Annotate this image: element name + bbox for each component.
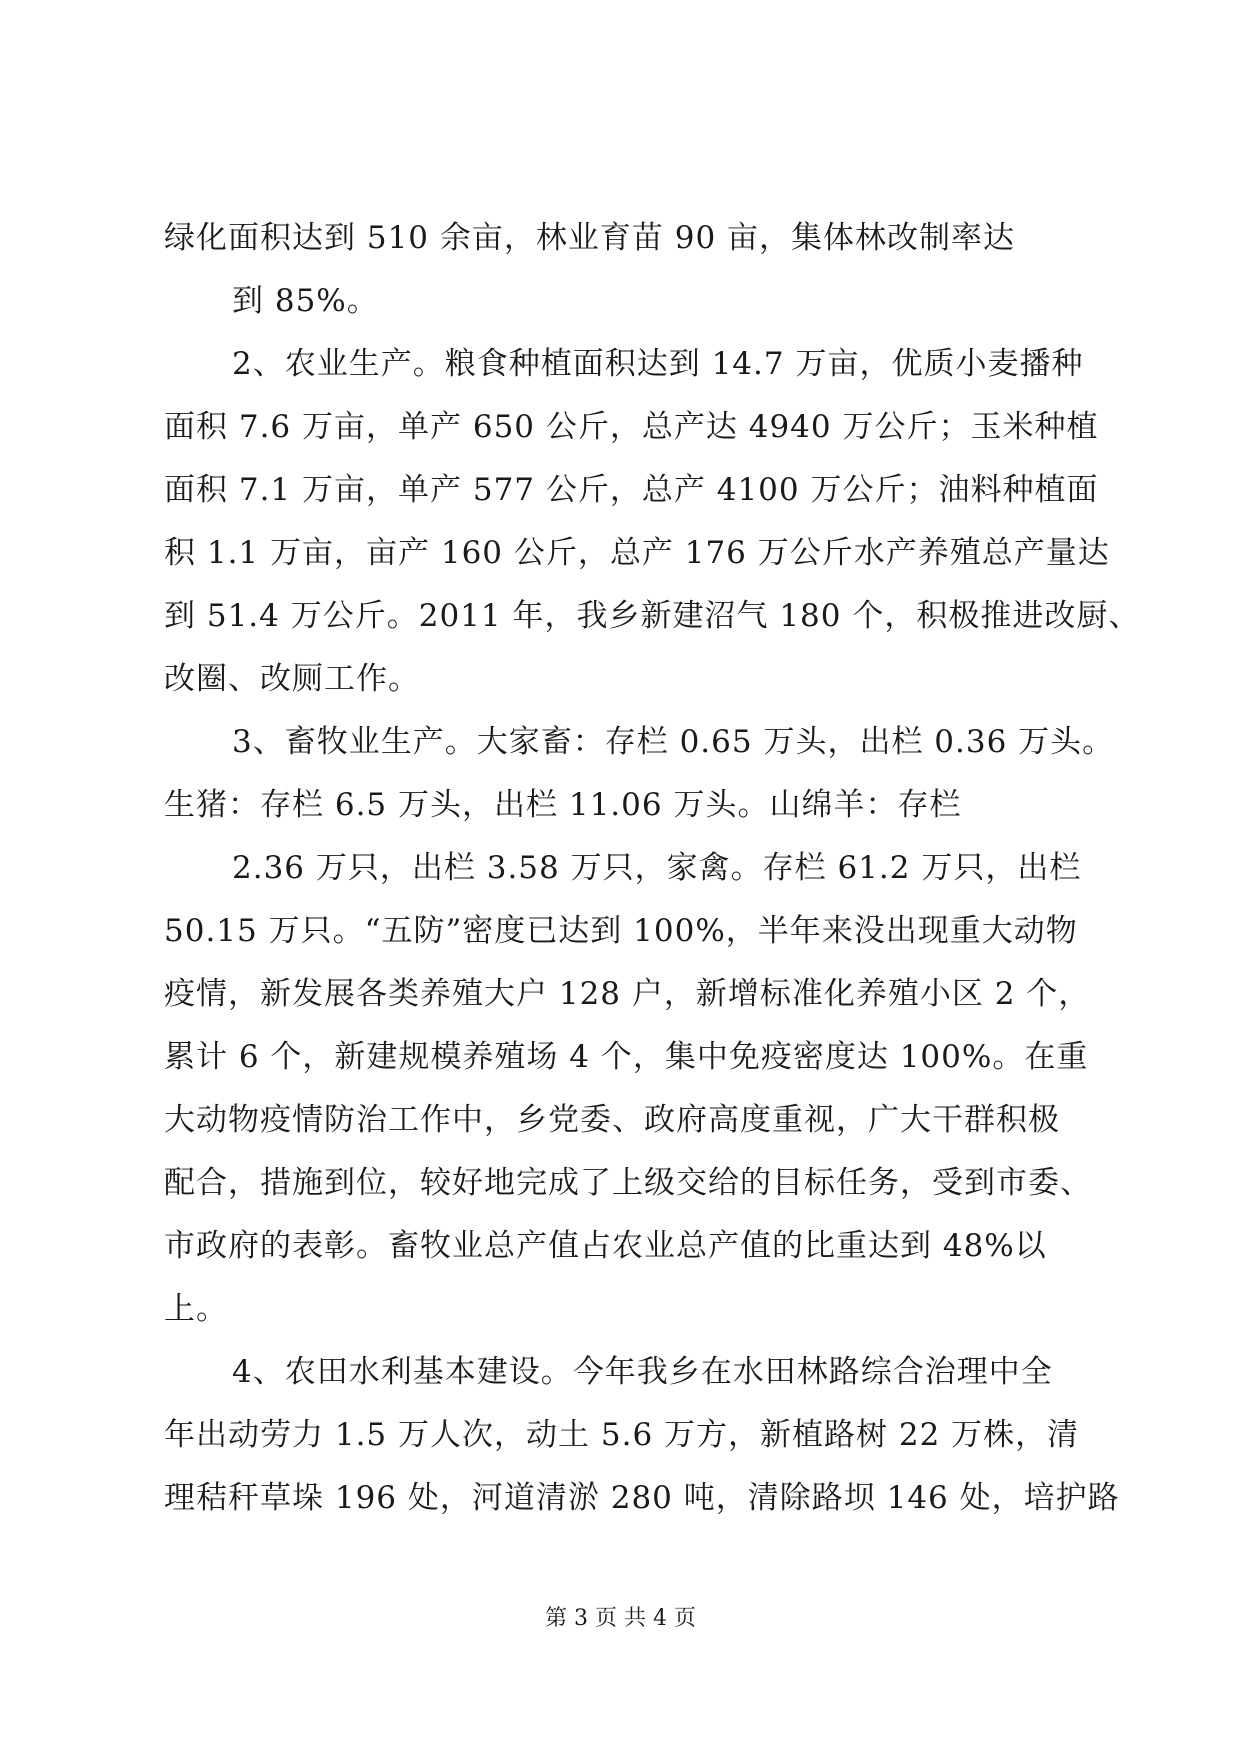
paragraph-heading-irrigation: 4、农田水利基本建设。今年我乡在水田林路综合治理中全	[232, 1354, 1053, 1390]
text-line: 疫情，新发展各类养殖大户 128 户，新增标准化养殖小区 2 个，	[164, 976, 1091, 1012]
text-line: 50.15 万只。“五防”密度已达到 100%，半年来没出现重大动物	[164, 913, 1078, 949]
text-line: 积 1.1 万亩，亩产 160 公斤，总产 176 万公斤水产养殖总产量达	[164, 535, 1110, 571]
text-line: 生猪：存栏 6.5 万头，出栏 11.06 万头。山绵羊：存栏	[164, 787, 962, 823]
text-line: 大动物疫情防治工作中，乡党委、政府高度重视，广大干群积极	[164, 1102, 1060, 1138]
text-line: 上。	[164, 1291, 228, 1327]
text-line: 面积 7.1 万亩，单产 577 公斤，总产 4100 万公斤；油料种植面	[164, 472, 1099, 508]
paragraph-heading-agriculture: 2、农业生产。粮食种植面积达到 14.7 万亩，优质小麦播种	[232, 346, 1084, 382]
text-line: 2.36 万只，出栏 3.58 万只，家禽。存栏 61.2 万只，出栏	[232, 850, 1082, 886]
text-line: 面积 7.6 万亩，单产 650 公斤，总产达 4940 万公斤；玉米种植	[164, 409, 1099, 445]
text-line: 年出动劳力 1.5 万人次，动土 5.6 万方，新植路树 22 万株，清	[164, 1417, 1080, 1453]
text-line: 配合，措施到位，较好地完成了上级交给的目标任务，受到市委、	[164, 1165, 1092, 1201]
text-line: 到 51.4 万公斤。2011 年，我乡新建沼气 180 个，积极推进改厨、	[164, 598, 1141, 634]
text-line: 改圈、改厕工作。	[164, 661, 420, 697]
body-text	[164, 207, 1141, 1530]
text-line: 理秸秆草垛 196 处，河道清淤 280 吨，清除路坝 146 处，培护路	[164, 1480, 1120, 1516]
text-line: 市政府的表彰。畜牧业总产值占农业总产值的比重达到 48%以	[164, 1228, 1047, 1264]
page-footer: 第 3 页 共 4 页	[545, 1606, 696, 1631]
text-line: 累计 6 个，新建规模养殖场 4 个，集中免疫密度达 100%。在重	[164, 1039, 1089, 1075]
text-line: 到 85%。	[232, 283, 379, 319]
text-line: 绿化面积达到 510 余亩，林业育苗 90 亩，集体林改制率达	[164, 220, 1016, 256]
paragraph-heading-livestock: 3、畜牧业生产。大家畜：存栏 0.65 万头，出栏 0.36 万头。	[232, 724, 1115, 760]
